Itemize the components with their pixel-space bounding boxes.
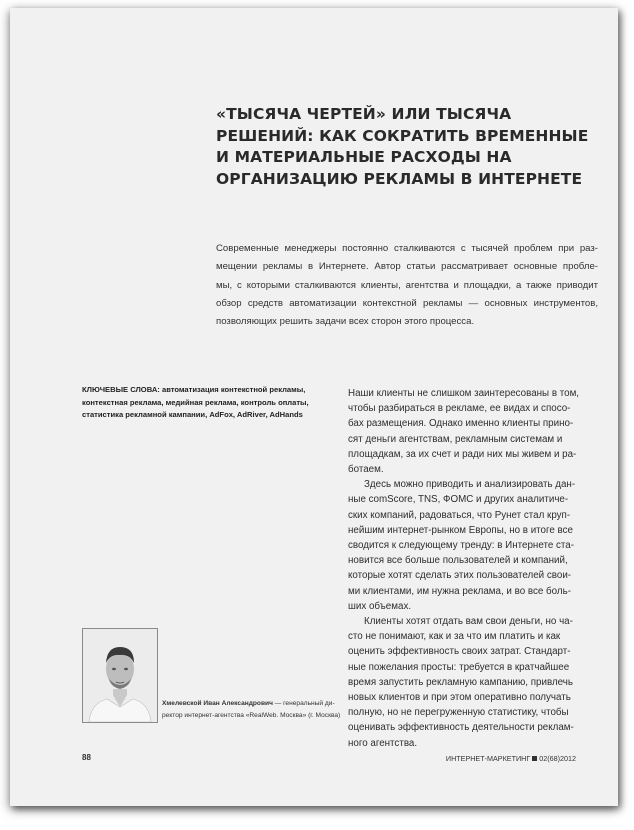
lead-line: Современные менеджеры постоянно сталкиваются с тысячей проблем при раз- [216, 243, 598, 254]
body-line: бах размещения. Однако именно клиенты прино- [348, 418, 574, 430]
body-line: ских компаний, радоваться, что Рунет стал круп- [348, 509, 571, 521]
magazine-page [10, 8, 618, 806]
lead-line: мы, с которыми сталкиваются клиенты, агентства и площадки, а также приводит [216, 279, 598, 291]
body-line: Наши клиенты не слишком заинтересованы в том, [348, 388, 580, 399]
body-line: ные пожелания просты: требуется в кратчайшее [348, 661, 570, 673]
article-title [216, 104, 589, 190]
body-line: Здесь можно приводить и анализировать дан- [364, 479, 576, 491]
keywords-line: статистика рекламной кампании, AdFox, AdRiver, AdHands [82, 410, 303, 420]
body-line: которые хотят сделать этих пользователей свои- [348, 570, 572, 582]
body-line: сто не понимают, как и за что им платить и как [348, 631, 561, 643]
author-desc: — генеральный ди- [272, 700, 335, 707]
body-line: Клиенты хотят отдать вам свои деньги, но ча- [364, 616, 573, 628]
author-caption [162, 698, 341, 721]
body-line: ми клиентами, им нужна реклама, и во все боль- [348, 585, 571, 597]
body-line: ботаем. [348, 464, 384, 476]
keywords-line: автоматизация контекстной рекламы, [161, 385, 306, 394]
body-line: площадкам, за их счет и ради них мы живем и ра- [348, 448, 577, 460]
body-line: новится все больше пользователей и компаний, [348, 555, 568, 567]
body-line: ного агентства. [348, 737, 418, 749]
body-line: оценивать эффективность деятельности реклам- [348, 722, 574, 734]
magazine-name: ИНТЕРНЕТ-МАРКЕТИНГ [445, 754, 531, 763]
title-line: «ТЫСЯЧА ЧЕРТЕЙ» ИЛИ ТЫСЯЧА [216, 105, 512, 123]
body-line: сят деньги агентствам, рекламным системам и [348, 433, 563, 445]
running-footer [446, 754, 576, 763]
author-photo [82, 628, 158, 723]
body-line: полную, но не перегруженную статистику, чтобы [348, 707, 569, 719]
body-line: ные comScore, TNS, ФОМС и других аналитиче- [348, 494, 569, 506]
article-body [348, 386, 598, 751]
lead-line: обзор средств автоматизации контекстной рекламы — основных инструментов, [216, 297, 598, 309]
article-lead [216, 240, 598, 331]
body-line: время запустить рекламную кампанию, привлечь [348, 676, 574, 688]
keywords-label: КЛЮЧЕВЫЕ СЛОВА: [82, 385, 160, 394]
author-portrait-image [83, 629, 157, 722]
keywords-line: контекстная реклама, медийная реклама, контроль оплаты, [82, 397, 309, 407]
body-line: ших объемах. [348, 600, 412, 612]
body-line: чтобы разбираться в рекламе, ее видах и спосо- [348, 403, 571, 415]
body-line: нейшим интернет-рынком Европы, но в итоге все [348, 524, 573, 536]
author-desc: ректор интернет-агентства «RealWeb. Москва» (г. Москва) [162, 711, 341, 719]
lead-line: мещении рекламы в Интернете. Автор статьи рассматривает основные пробле- [216, 261, 598, 273]
author-name: Хмелевской Иван Александрович [162, 700, 273, 707]
keywords-block [82, 384, 322, 422]
title-line: И МАТЕРИАЛЬНЫЕ РАСХОДЫ НА [216, 148, 512, 166]
title-line: РЕШЕНИЙ: КАК СОКРАТИТЬ ВРЕМЕННЫЕ [216, 126, 589, 145]
body-line: сводится к следующему тренду: в Интернете ста- [348, 540, 574, 552]
body-line: оценить эффективность своих затрат. Стандарт- [348, 646, 571, 658]
issue-number: 02(68)2012 [539, 754, 576, 763]
body-line: новых клиентов и при этом оперативно получать [348, 692, 571, 704]
page-number: 88 [82, 753, 91, 762]
lead-line: позволяющих решить задачи всех сторон этого процесса. [216, 316, 475, 328]
square-separator-icon [532, 756, 537, 761]
title-line: ОРГАНИЗАЦИЮ РЕКЛАМЫ В ИНТЕРНЕТЕ [216, 169, 583, 188]
